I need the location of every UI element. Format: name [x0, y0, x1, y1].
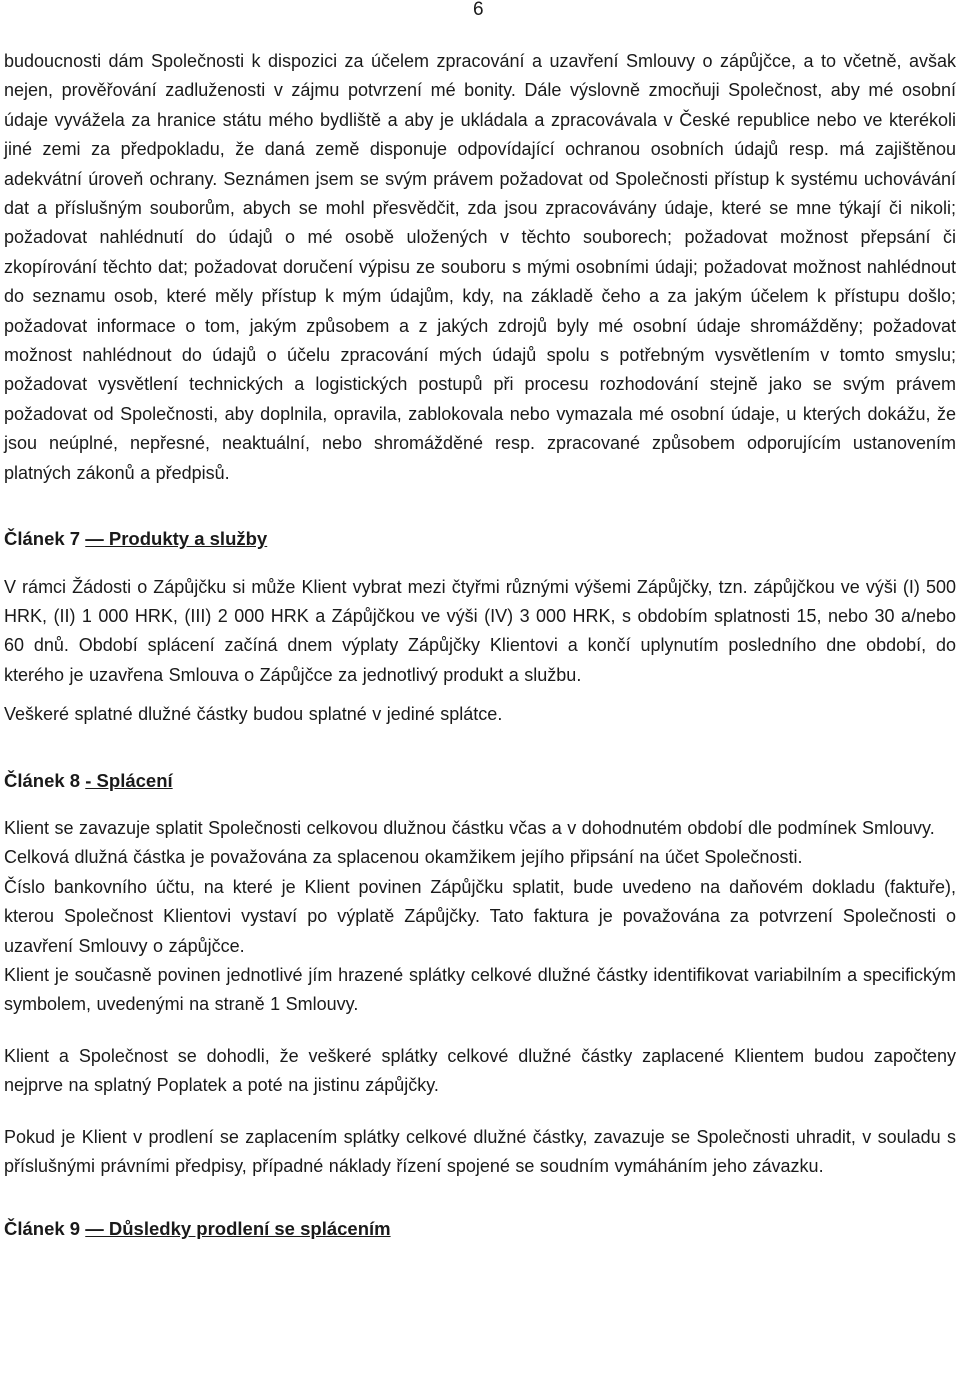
article-9-title: — Důsledky prodlení se splácením	[85, 1218, 391, 1240]
article-8-paragraph-6: Pokud je Klient v prodlení se zaplacením splátky celkové dlužné částky, zavazuje se Společnosti uhradit, v souladu s příslušnými právními předpisy, případné náklady řízení spojené se soudním vymáháním jeho závazku.	[4, 1126, 956, 1176]
article-8-heading	[4, 766, 956, 795]
document-body	[4, 47, 956, 1244]
article-7-heading	[4, 524, 956, 553]
page-number: 6	[473, 0, 484, 20]
article-8-paragraph-5: Klient a Společnost se dohodli, že veškeré splátky celkové dlužné částky zaplacené Klientem budou započteny nejprve na splatný Poplatek a poté na jistinu zápůjčky.	[4, 1045, 956, 1096]
article-8-title: - Splácení	[85, 769, 173, 791]
article-7-paragraph-2: Veškeré splatné dlužné částky budou splatné v jediné splátce.	[4, 704, 503, 725]
article-8-paragraph-3: Číslo bankovního účtu, na které je Klient povinen Zápůjčku splatit, bude uvedeno na daňovém dokladu (faktuře), kterou Společnost Klientovi vystaví po výplatě Zápůjčky. Tato faktura je považována za potvrzení Společnosti o uzavření Smlouvy o zápůjčce.	[4, 876, 956, 956]
article-7-paragraph-1: V rámci Žádosti o Zápůjčku si může Klient vybrat mezi čtyřmi různými výšemi Zápůjčky, tzn. zápůjčkou ve výši (I) 500 HRK, (II) 1 000 HRK, (III) 2 000 HRK a Zápůjčkou ve výši (IV) 3 000 HRK, s obdobím splatnosti 15, nebo 30 a/nebo 60 dnů. Období splácení začíná dnem výplaty Zápůjčky Klientovi a končí uplynutím posledního dne období, do kterého je uzavřena Smlouva o Zápůjčce za jednotlivý produkt a službu.	[4, 576, 956, 685]
article-9-heading	[4, 1214, 956, 1243]
article-8-paragraph-1: Klient se zavazuje splatit Společnosti celkovou dlužnou částku včas a v dohodnutém období dle podmínek Smlouvy.	[4, 817, 935, 838]
article-7-title: — Produkty a služby	[85, 528, 268, 550]
article-8-paragraph-2: Celková dlužná částka je považována za splacenou okamžikem jejího připsání na účet Společnosti.	[4, 847, 803, 868]
intro-paragraph: budoucnosti dám Společnosti k dispozici za účelem zpracování a uzavření Smlouvy o zápůjčce, a to včetně, avšak nejen, prověřování zadluženosti v zájmu potvrzení mé bonity. Dále výslovně zmocňuji Společnost, aby mé osobní údaje vyvážela za hranice státu mého bydliště a aby je ukládala a zpracovávala v České republice nebo ve kterékoli jiné zemi za předpokladu, že daná země disponuje odpovídající ochranou osobních údajů resp. má zajištěnou adekvátní úroveň ochrany. Seznámen jsem se svým právem požadovat od Společnosti přístup k systému uchovávání dat a příslušným souborům, abych se mohl přesvědčit, zda jsou zpracovávány údaje, které se mne týkají či nikoli; požadovat nahlédnutí do údajů o mé osobě uložených v těchto souborech; požadovat možnost přepsání či zkopírování těchto dat; požadovat doručení výpisu ze souboru s mými osobními údaji; požadovat možnost nahlédnout do seznamu osob, které měly přístup k mým údajům, kdy, na základě čeho a za jakým účelem k přístupu došlo; požadovat informace o tom, jakým způsobem a z jakých zdrojů byly mé osobní údaje shromážděny; požadovat možnost nahlédnout do údajů o účelu zpracování mých údajů spolu s potřebným vysvětlením v tomto smyslu; požadovat vysvětlení technických a logistických postupů při procesu rozhodování stejně jako se svým právem požadovat od Společnosti, aby doplnila, opravila, zablokovala nebo vymazala mé osobní údaje, u kterých dokážu, že jsou neúplné, nepřesné, neaktuální, nebo shromážděné resp. zpracované způsobem odporujícím ustanovením platných zákonů a předpisů.	[4, 51, 956, 483]
article-7-prefix: Článek 7	[4, 528, 86, 550]
article-8-paragraph-4: Klient je současně povinen jednotlivé jím hrazené splátky celkové dlužné částky identifikovat variabilním a specifickým symbolem, uvedenými na straně 1 Smlouvy.	[4, 964, 956, 1015]
article-9-prefix: Článek 9	[4, 1218, 86, 1240]
article-8-prefix: Článek 8	[4, 769, 86, 791]
